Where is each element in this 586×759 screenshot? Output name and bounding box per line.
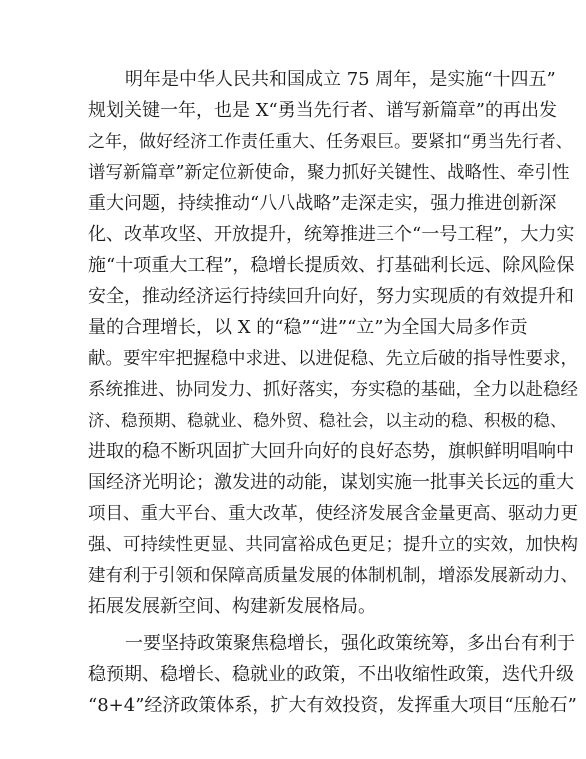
paragraph-1-line-17: 建有利于引领和保障高质量发展的体制机制，增添发展新动力、 [88,566,578,586]
paragraph-1-line-6: 化、改革攻坚、开放提升，统筹推进三个“一号工程”，大力实 [88,224,575,245]
paragraph-1-line-4: 谱写新篇章”新定位新使命，聚力抓好关键性、战略性、牵引性 [88,163,570,183]
paragraph-1-line-8: 安全，推动经济运行持续回升向好，努力实现质的有效提升和 [88,286,574,307]
paragraph-1-line-16: 强、可持续性更显、共同富裕成色更足；提升立的实效，加快构 [88,535,578,555]
paragraph-2-line-3: “8+4”经济政策体系，扩大有效投资，发挥重大项目“压舱石” [88,695,577,716]
paragraph-1-line-7: 施“十项重大工程”，稳增长提质效、打基础利长远、除风险保 [88,255,575,276]
paragraph-2-line-2: 稳预期、稳增长、稳就业的政策，不出收缩性政策，迭代升级 [88,664,574,685]
paragraph-1-line-2: 规划关键一年，也是 X“勇当先行者、谱写新篇章”的再出发 [88,100,557,121]
paragraph-1-line-1: 明年是中华人民共和国成立 75 周年，是实施“十四五” [125,69,556,90]
paragraph-1-line-15: 项目、重大平台、重大改革，使经济发展含金量更高、驱动力更 [88,504,578,524]
paragraph-1-line-9: 量的合理增长，以 X 的“稳”“进”“立”为全国大局多作贡 [88,317,528,338]
paragraph-1-line-13: 进取的稳不断巩固扩大回升向好的良好态势，旗帜鲜明唱响中 [88,441,574,462]
paragraph-2-line-1: 一要坚持政策聚焦稳增长，强化政策统筹，多出台有利于 [125,633,575,654]
paragraph-1-line-11: 系统推进、协同发力、抓好落实，夯实稳的基础，全力以赴稳经 [88,380,578,400]
paragraph-1-line-12: 济、稳预期、稳就业、稳外贸、稳社会，以主动的稳、积极的稳、 [88,411,567,430]
paragraph-1-line-18: 拓展发展新空间、构建新发展格局。 [88,596,376,617]
paragraph-1-line-14: 国经济光明论；激发进的动能，谋划实施一批事关长远的重大 [88,472,574,493]
paragraph-1-line-10: 献。要牢牢把握稳中求进、以进促稳、先立后破的指导性要求， [88,349,578,369]
paragraph-1-line-3: 之年，做好经济工作责任重大、任务艰巨。要紧扣“勇当先行者、 [88,132,573,152]
paragraph-1-line-5: 重大问题，持续推动“八八战略”走深走实，强力推进创新深 [88,193,557,214]
